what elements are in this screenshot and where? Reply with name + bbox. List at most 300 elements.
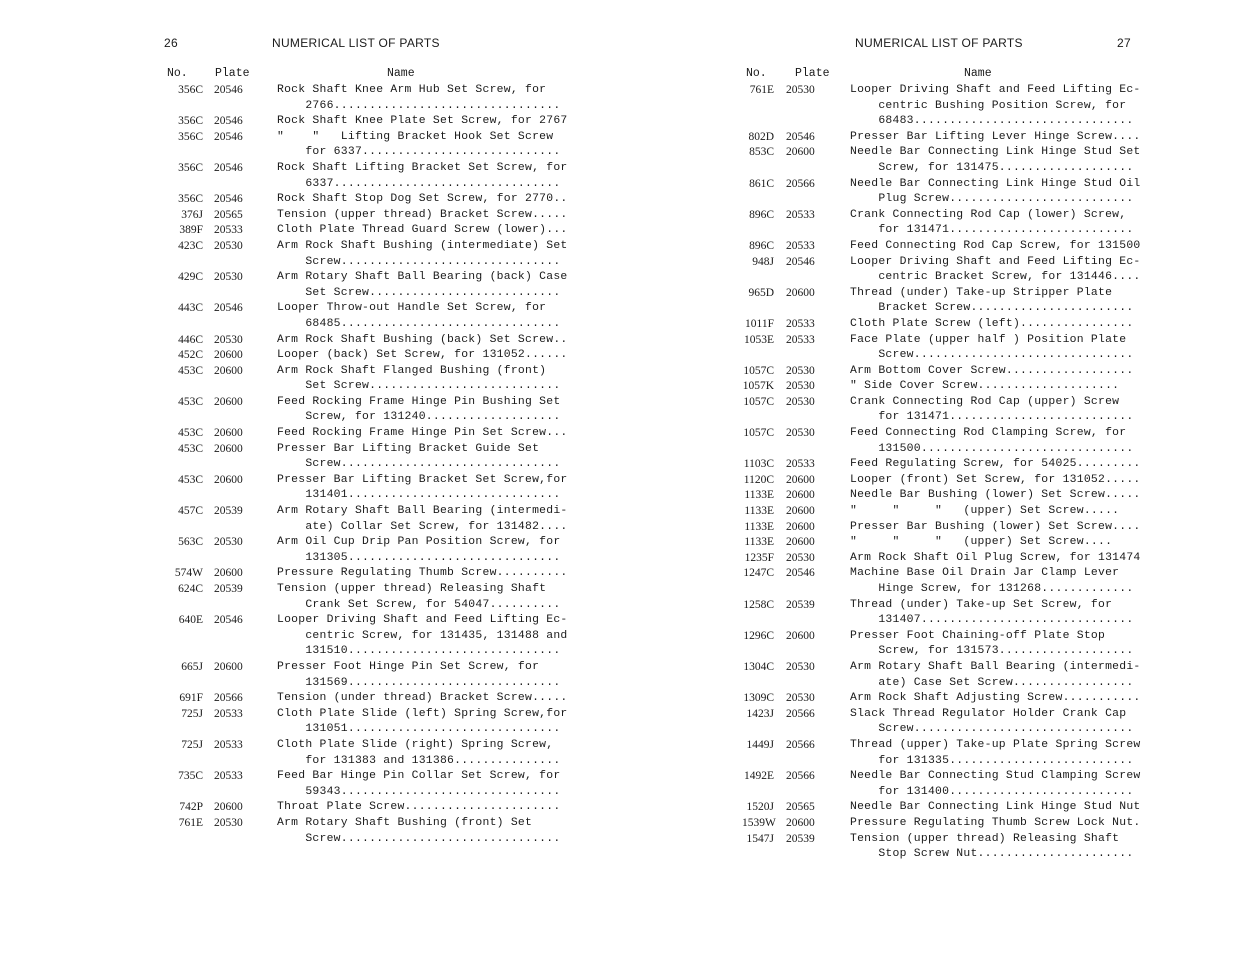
part-name-line: Thread (upper) Take-up Plate Spring Screw [850, 738, 1141, 751]
part-number: 1539W [742, 816, 776, 829]
plate-number: 20600 [214, 427, 243, 440]
part-name [277, 161, 568, 192]
table-row [742, 317, 1152, 333]
part-name-line: 131305.............................. [277, 551, 561, 564]
part-name [277, 130, 565, 161]
plate-number: 20546 [214, 84, 243, 96]
part-name-line: Screw............................... [277, 255, 561, 268]
part-number: 1057C [743, 427, 774, 440]
part-name-line: Looper (back) Set Screw, for 131052...... [277, 349, 568, 362]
part-name-line: Rock Shaft Lifting Bracket Set Screw, for [277, 161, 568, 174]
part-name-line: 131510.............................. [277, 645, 561, 658]
part-name [850, 488, 1152, 504]
part-number: 356C [178, 84, 203, 96]
part-number: 376J [181, 208, 203, 221]
table-row [165, 442, 565, 473]
part-name [850, 208, 1152, 239]
column-header-name: Name [964, 67, 992, 80]
part-name [850, 83, 1152, 130]
table-row [742, 286, 1152, 317]
table-row [165, 613, 568, 660]
part-number: 1304C [743, 660, 774, 673]
part-name-line: for 131471.......................... [850, 411, 1134, 424]
part-name-line: Thread (under) Take-up Stripper Plate [850, 286, 1113, 299]
table-row [742, 488, 1152, 504]
plate-number: 20600 [214, 473, 243, 486]
part-name-line: Arm Rock Shaft Bushing (back) Set Screw.. [277, 333, 568, 346]
plate-number: 20539 [786, 598, 815, 611]
plate-number: 20600 [214, 567, 243, 580]
part-name-line: Tension (under thread) Bracket Screw..... [277, 692, 568, 705]
part-name [850, 769, 1152, 800]
plate-number: 20600 [786, 473, 815, 486]
part-number: 665J [181, 660, 203, 673]
part-name [277, 333, 568, 349]
table-row [165, 800, 565, 816]
part-name-line: Arm Rotary Shaft Ball Bearing (intermedi- [277, 505, 568, 518]
part-name-line: for 6337............................ [277, 146, 561, 159]
part-number: 742P [179, 801, 203, 814]
part-name-line: 131401.............................. [277, 489, 561, 502]
table-row [165, 691, 568, 707]
part-number: 1120C [743, 473, 774, 486]
plate-number: 20530 [214, 536, 243, 549]
table-row [165, 301, 565, 332]
part-name-line: 131407.............................. [850, 614, 1134, 627]
part-number: 802D [748, 130, 774, 143]
part-number: 896C [749, 208, 774, 221]
part-number: 948J [752, 255, 774, 268]
part-name-line: Arm Rock Shaft Flanged Bushing (front) [277, 364, 547, 377]
part-number: 624C [178, 583, 203, 595]
plate-number: 20600 [786, 629, 815, 642]
part-number: 446C [178, 333, 203, 346]
part-number: 735C [178, 770, 203, 783]
table-row [165, 348, 568, 364]
plate-number: 20530 [786, 364, 815, 377]
part-name-line: 131500.............................. [850, 442, 1134, 455]
part-name [850, 551, 1152, 567]
table-row [742, 364, 1152, 380]
part-number: 1057C [743, 395, 774, 408]
plate-number: 20546 [786, 130, 815, 143]
plate-number: 20546 [214, 130, 243, 143]
table-row [742, 691, 1152, 707]
part-name [850, 379, 1152, 395]
part-name-line: Arm Bottom Cover Screw.................. [850, 364, 1134, 377]
part-name-line: Arm Oil Cup Drip Pan Position Screw, for [277, 536, 561, 549]
plate-number: 20566 [786, 177, 815, 190]
table-row [742, 473, 1152, 489]
part-name-line: Arm Rotary Shaft Ball Bearing (back) Case [277, 271, 568, 284]
table-row [742, 598, 1152, 629]
part-name-line: Face Plate (upper half ) Position Plate [850, 333, 1127, 346]
part-name-line: Looper (front) Set Screw, for 131052..... [850, 473, 1141, 486]
table-row [165, 270, 568, 301]
column-header-plate: Plate [215, 67, 250, 80]
part-name [277, 114, 568, 130]
table-row [742, 177, 1152, 208]
table-row [165, 130, 565, 161]
table-row [165, 582, 565, 613]
part-number: 1103C [743, 458, 774, 471]
part-name [277, 364, 565, 395]
plate-number: 20600 [214, 395, 243, 408]
plate-number: 20530 [786, 395, 815, 408]
part-name-line: Presser Bar Lifting Bracket Set Screw,for [277, 473, 568, 486]
plate-number: 20600 [214, 364, 243, 377]
plate-number: 20600 [786, 520, 815, 533]
part-number: 453C [178, 473, 203, 486]
part-name [850, 426, 1152, 457]
table-row [165, 426, 568, 442]
table-row [742, 457, 1152, 473]
part-name [277, 566, 568, 582]
part-name-line: Needle Bar Connecting Link Hinge Stud Nut [850, 801, 1141, 814]
part-name-line: ate) Collar Set Screw, for 131482.... [277, 520, 568, 533]
part-name [277, 395, 565, 426]
part-number: 1053E [743, 333, 774, 346]
part-name-line: Screw............................... [850, 723, 1134, 736]
part-name-line: Plug Screw.......................... [850, 193, 1134, 206]
part-name [850, 177, 1152, 208]
table-row [165, 566, 568, 582]
table-row [742, 660, 1152, 691]
plate-number: 20600 [786, 816, 815, 829]
plate-number: 20546 [214, 193, 243, 206]
part-number: 1133E [744, 520, 774, 533]
plate-number: 20533 [786, 333, 815, 346]
column-header-no: No. [167, 67, 188, 80]
part-name-line: " " " (upper) Set Screw..... [850, 505, 1120, 518]
plate-number: 20600 [214, 660, 243, 673]
part-name-line: Presser Foot Chaining-off Plate Stop [850, 629, 1106, 642]
part-name-line: Set Screw........................... [277, 286, 561, 299]
part-name-line: 68483............................... [850, 115, 1134, 128]
table-row [742, 130, 1152, 146]
part-name-line: " " " (upper) Set Screw.... [850, 536, 1113, 549]
table-row [742, 738, 1152, 769]
plate-number: 20565 [214, 208, 243, 221]
part-name [850, 364, 1152, 380]
part-name-line: Feed Bar Hinge Pin Collar Set Screw, for [277, 770, 561, 783]
table-row [165, 239, 568, 270]
part-number: 761E [178, 816, 203, 829]
part-number: 853C [749, 146, 774, 159]
part-name-line: Looper Driving Shaft and Feed Lifting Ec- [850, 84, 1141, 96]
plate-number: 20546 [786, 255, 815, 268]
part-name-line: for 131471.......................... [850, 224, 1134, 237]
plate-number: 20600 [786, 146, 815, 159]
part-number: 423C [178, 239, 203, 252]
part-name [850, 629, 1152, 660]
plate-number: 20533 [214, 707, 243, 720]
part-name [277, 800, 565, 816]
part-name-line: Needle Bar Connecting Link Hinge Stud Oil [850, 177, 1141, 190]
part-name-line: Presser Bar Lifting Lever Hinge Screw.... [850, 130, 1141, 143]
part-name [277, 426, 568, 442]
part-name [850, 598, 1152, 629]
part-name-line: Cloth Plate Slide (left) Spring Screw,for [277, 707, 568, 720]
plate-number: 20566 [786, 770, 815, 783]
part-name [850, 255, 1152, 286]
plate-number: 20600 [786, 286, 815, 299]
part-number: 965D [748, 286, 774, 299]
table-row [165, 223, 568, 239]
part-name-line: Hinge Screw, for 131268............. [850, 583, 1134, 595]
plate-number: 20566 [786, 707, 815, 720]
part-name-line: Thread (under) Take-up Set Screw, for [850, 598, 1113, 611]
table-row [742, 504, 1152, 520]
part-number: 1449J [746, 738, 774, 751]
part-number: 452C [178, 349, 203, 362]
part-name [277, 301, 565, 332]
table-row [165, 473, 568, 504]
part-number: 574W [174, 567, 203, 580]
plate-number: 20530 [214, 816, 243, 829]
part-name-line: Feed Regulating Screw, for 54025......... [850, 458, 1141, 471]
part-name [277, 613, 568, 660]
table-row [742, 520, 1152, 536]
table-row [742, 208, 1152, 239]
part-name [850, 130, 1152, 146]
part-name-line: Looper Driving Shaft and Feed Lifting Ec- [850, 255, 1141, 268]
part-name [277, 582, 565, 613]
part-name [850, 333, 1152, 364]
plate-number: 20533 [786, 458, 815, 471]
part-number: 443C [178, 302, 203, 315]
part-name-line: Tension (upper thread) Bracket Screw..... [277, 208, 568, 221]
plate-number: 20539 [786, 832, 815, 845]
plate-number: 20530 [786, 427, 815, 440]
part-number: 725J [181, 707, 203, 720]
part-name-line: Feed Rocking Frame Hinge Pin Bushing Set [277, 395, 561, 408]
part-name-line: Presser Foot Hinge Pin Set Screw, for [277, 660, 540, 673]
part-name-line: Rock Shaft Knee Plate Set Screw, for 2767 [277, 115, 568, 128]
part-name-line: centric Screw, for 131435, 131488 and [277, 629, 568, 642]
table-header [746, 67, 1146, 83]
left-page [0, 0, 617, 954]
part-number: 429C [178, 271, 203, 284]
part-name-line: Feed Connecting Rod Clamping Screw, for [850, 427, 1127, 440]
table-row [742, 551, 1152, 567]
part-name-line: centric Bracket Screw, for 131446.... [850, 271, 1141, 284]
plate-number: 20539 [214, 505, 243, 518]
table-row [742, 333, 1152, 364]
part-number: 1247C [743, 567, 774, 580]
plate-number: 20600 [214, 349, 243, 362]
part-name-line: Feed Rocking Frame Hinge Pin Set Screw... [277, 427, 568, 440]
part-name-line: Screw, for 131475................... [850, 161, 1134, 174]
right-page [617, 0, 1235, 954]
part-name-line: Machine Base Oil Drain Jar Clamp Lever [850, 567, 1120, 580]
plate-number: 20533 [214, 770, 243, 783]
part-name-line: Throat Plate Screw...................... [277, 801, 561, 814]
part-name-line: Needle Bar Connecting Link Hinge Stud Set [850, 146, 1141, 159]
page-title: NUMERICAL LIST OF PARTS [272, 36, 440, 50]
part-number: 1057C [743, 364, 774, 377]
part-name-line: Presser Bar Lifting Bracket Guide Set [277, 442, 540, 455]
part-name [277, 192, 568, 208]
plate-number: 20530 [786, 84, 815, 96]
part-name-line: 2766................................ [277, 99, 561, 112]
part-number: 389F [179, 224, 203, 237]
plate-number: 20530 [786, 692, 815, 705]
plate-number: 20600 [214, 442, 243, 455]
part-name [850, 832, 1152, 863]
part-number: 1492E [743, 770, 774, 783]
part-number: 356C [178, 161, 203, 174]
part-name [850, 286, 1152, 317]
part-name-line: Looper Throw-out Handle Set Screw, for [277, 302, 547, 315]
part-name [277, 239, 568, 270]
plate-number: 20533 [786, 317, 815, 330]
plate-number: 20539 [214, 583, 243, 595]
part-name-line: Presser Bar Bushing (lower) Set Screw.... [850, 520, 1141, 533]
part-number: 1133E [744, 536, 774, 549]
part-name [850, 660, 1152, 691]
part-number: 1133E [744, 489, 774, 502]
part-number: 1057K [742, 380, 774, 393]
part-number: 563C [178, 536, 203, 549]
part-name [850, 504, 1152, 520]
plate-number: 20530 [214, 271, 243, 284]
parts-list [742, 83, 1152, 863]
part-name-line: " Side Cover Screw.................... [850, 380, 1120, 393]
part-name-line: Stop Screw Nut...................... [850, 848, 1134, 861]
part-name [850, 317, 1152, 333]
part-name [850, 457, 1152, 473]
part-name [850, 816, 1152, 832]
part-name [277, 738, 565, 769]
part-name [850, 473, 1152, 489]
part-name-line: ate) Case Set Screw................. [850, 676, 1134, 689]
part-number: 356C [178, 130, 203, 143]
part-name [850, 566, 1152, 597]
plate-number: 20600 [786, 505, 815, 518]
part-name [277, 707, 568, 738]
table-row [165, 333, 568, 349]
table-row [165, 660, 565, 691]
part-name-line: Arm Rotary Shaft Bushing (front) Set [277, 816, 533, 829]
part-name [277, 816, 565, 847]
plate-number: 20600 [786, 536, 815, 549]
part-name [277, 223, 568, 239]
part-name-line: Screw............................... [277, 458, 561, 471]
table-row [165, 504, 568, 535]
column-header-plate: Plate [795, 67, 830, 80]
table-row [165, 83, 565, 114]
part-name-line: Screw, for 131240................... [277, 411, 561, 424]
part-name-line: 131051.............................. [277, 723, 561, 736]
part-name [850, 535, 1152, 551]
part-name [277, 208, 568, 224]
part-name-line: " " Lifting Bracket Hook Set Screw [277, 130, 554, 143]
plate-number: 20530 [786, 380, 815, 393]
table-row [742, 832, 1152, 863]
part-name-line: Rock Shaft Knee Arm Hub Set Screw, for [277, 84, 547, 96]
part-name-line: Arm Rock Shaft Bushing (intermediate) Set [277, 239, 568, 252]
table-row [165, 161, 568, 192]
part-name-line: Needle Bar Bushing (lower) Set Screw..... [850, 489, 1141, 502]
part-name-line: Tension (upper thread) Releasing Shaft [277, 583, 547, 595]
part-name-line: Arm Rock Shaft Oil Plug Screw, for 131474 [850, 551, 1141, 564]
part-number: 896C [749, 239, 774, 252]
part-number: 861C [749, 177, 774, 190]
table-row [742, 379, 1152, 395]
part-name [277, 442, 565, 473]
part-name-line: Tension (upper thread) Releasing Shaft [850, 832, 1120, 845]
part-name-line: Pressure Regulating Thumb Screw Lock Nut. [850, 816, 1141, 829]
part-name-line: for 131335.......................... [850, 754, 1134, 767]
part-number: 453C [178, 442, 203, 455]
table-row [742, 83, 1152, 130]
table-row [742, 769, 1152, 800]
part-name [850, 239, 1152, 255]
table-header [167, 67, 567, 83]
part-number: 453C [178, 364, 203, 377]
part-name [277, 348, 568, 364]
table-row [165, 364, 565, 395]
table-row [165, 395, 565, 426]
table-row [742, 816, 1152, 832]
table-row [742, 145, 1152, 176]
column-header-no: No. [746, 67, 767, 80]
part-number: 761E [749, 84, 774, 96]
plate-number: 20533 [786, 208, 815, 221]
part-name-line: Rock Shaft Stop Dog Set Screw, for 2770.. [277, 193, 568, 206]
part-name-line: 68485............................... [277, 317, 561, 330]
part-number: 725J [181, 738, 203, 751]
plate-number: 20546 [214, 115, 243, 128]
part-number: 1235F [744, 551, 774, 564]
part-number: 453C [178, 427, 203, 440]
part-name-line: Feed Connecting Rod Cap Screw, for 131500 [850, 239, 1141, 252]
table-row [165, 816, 565, 847]
part-name-line: Screw, for 131573................... [850, 645, 1134, 658]
part-name-line: Slack Thread Regulator Holder Crank Cap [850, 707, 1127, 720]
plate-number: 20530 [214, 239, 243, 252]
page-title: NUMERICAL LIST OF PARTS [855, 36, 1023, 50]
part-number: 691F [179, 692, 203, 705]
plate-number: 20533 [214, 738, 243, 751]
plate-number: 20546 [214, 302, 243, 315]
part-number: 457C [178, 505, 203, 518]
part-name-line: Arm Rotary Shaft Ball Bearing (intermedi- [850, 660, 1141, 673]
table-row [165, 707, 568, 738]
part-name-line: Cloth Plate Thread Guard Screw (lower)... [277, 224, 568, 237]
part-name-line: for 131383 and 131386............... [277, 754, 561, 767]
part-name [850, 707, 1152, 738]
part-name-line: Screw............................... [277, 832, 561, 845]
table-row [165, 535, 565, 566]
part-name [277, 691, 568, 707]
part-name-line: Bracket Screw....................... [850, 302, 1134, 315]
part-name-line: Crank Set Screw, for 54047.......... [277, 598, 561, 611]
table-row [742, 566, 1152, 597]
plate-number: 20566 [214, 692, 243, 705]
part-name-line: Crank Connecting Rod Cap (upper) Screw [850, 395, 1120, 408]
part-name [277, 83, 565, 114]
part-name-line: centric Bushing Position Screw, for [850, 99, 1127, 112]
part-name-line: 6337................................ [277, 177, 561, 190]
part-name [277, 270, 568, 301]
part-name-line: for 131400.......................... [850, 785, 1134, 798]
part-number: 640E [178, 614, 203, 627]
table-row [165, 192, 568, 208]
table-row [742, 707, 1152, 738]
part-name-line: 59343............................... [277, 785, 561, 798]
